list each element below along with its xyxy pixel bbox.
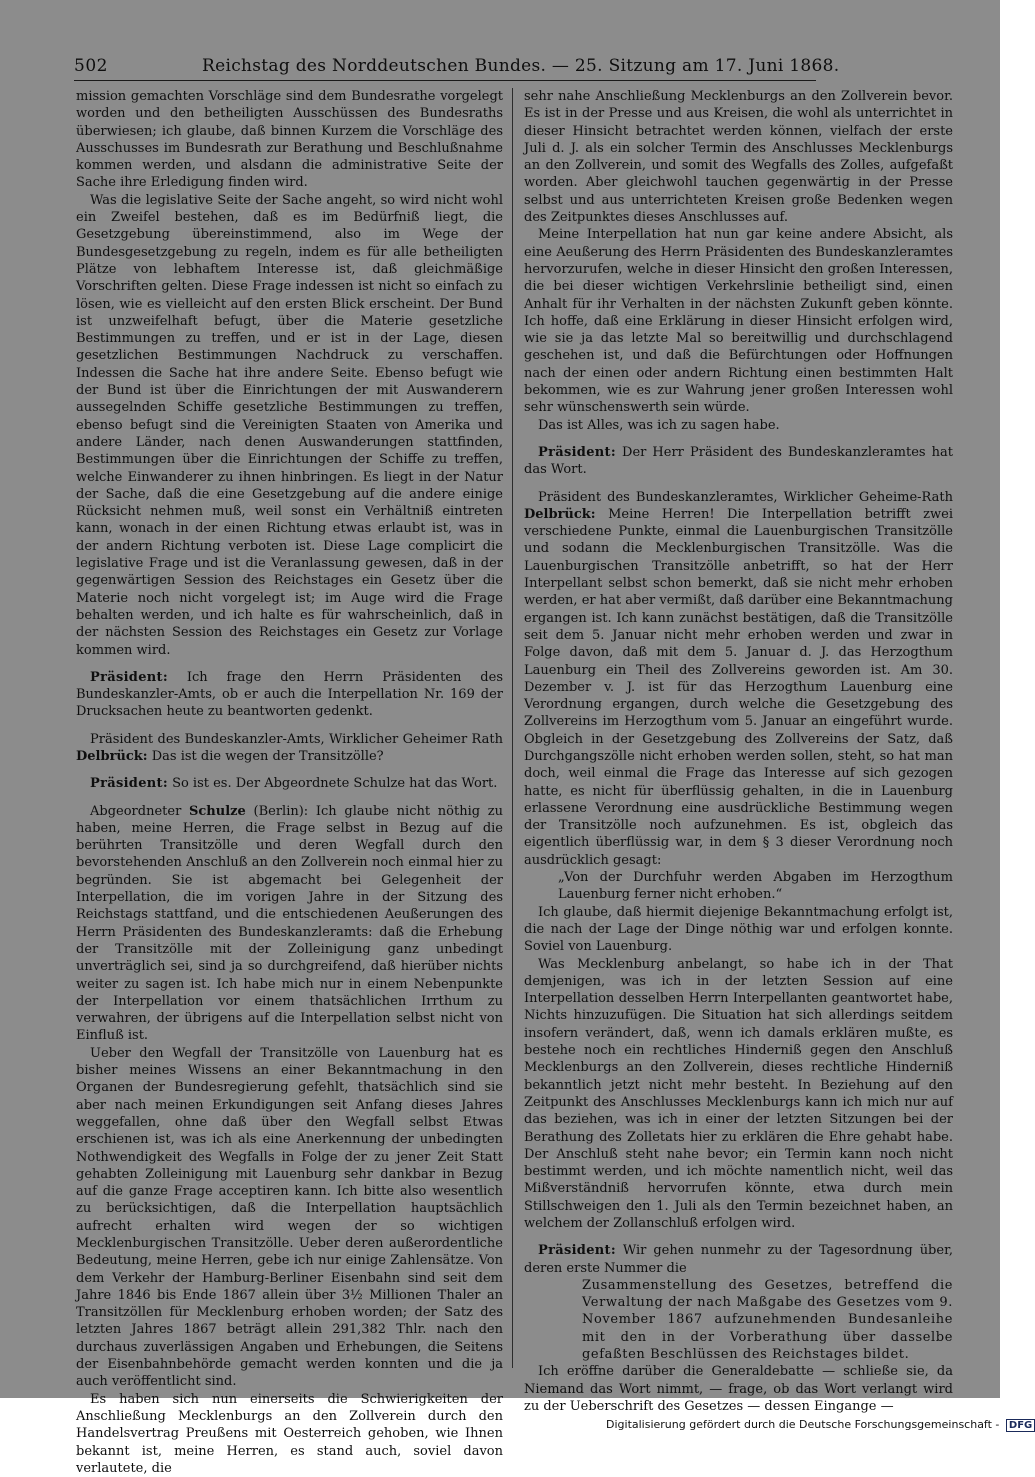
speech-paragraph bbox=[76, 775, 503, 792]
paragraph: Das ist Alles, was ich zu sagen habe. bbox=[538, 417, 780, 433]
right-column bbox=[524, 88, 953, 1415]
speech-text: Der Herr Präsident des Bundeskanzleramtes hat das Wort. bbox=[524, 444, 953, 478]
paragraph: Ich glaube, daß hiermit diejenige Bekanntmachung erfolgt ist, die nach der Lage der Dinge nöthig war und erfolgen konnte. Soviel von Lauenburg. bbox=[524, 904, 953, 955]
paragraph: Ueber den Wegfall der Transitzölle von Lauenburg hat es bisher meines Wissens an einer Bekanntmachung in den Organen der Bundesregierung gefehlt, thatsächlich sind sie aber nach meinen Erkundigungen seit Anfang dieses Jahres weggefallen, ohne daß über den Wegfall selbst Etwas erschienen ist, was ich als eine Anerkennung der unbedingten Nothwendigkeit des Wegfalls in Folge der zu jener Zeit Statt gehabten Zolleinigung mit Lauenburg sehr dankbar in Bezug auf die ganze Frage acceptiren kann. Ich bitte also wesentlich zu berücksichtigen, daß die Interpellation hauptsächlich aufrecht erhalten wird wegen der so wichtigen Mecklenburgischen Transitzölle. Ueber deren außerordentliche Bedeutung, meine Herren, gebe ich nur einige Zahlensätze. Von dem Verkehr der Hamburg-Berliner Eisenbahn sind seit dem Jahre 1846 bis Ende 1867 allein über 3½ Millionen Thaler an Transitzöllen für Mecklenburg erhoben worden; der Satz des letzten Jahres 1867 beträgt allein 291,382 Thlr. nach den durchaus zuverlässigen Angaben und Erhebungen, die Seitens der Eisenbahnbehörde gemacht werden konnten und die ja auch veröffentlicht sind. bbox=[76, 1045, 503, 1390]
credit-text: Digitalisierung gefördert durch die Deutsche Forschungsgemeinschaft - bbox=[606, 1418, 1000, 1431]
speech-text: Das ist die wegen der Transitzölle? bbox=[151, 748, 384, 764]
speech-paragraph bbox=[524, 444, 953, 479]
speech-text: Ich frage den Herrn Präsidenten des Bundeskanzler-Amts, ob er auch die Interpellation Nr. 169 der Drucksachen heute zu beantworten gedenkt. bbox=[76, 669, 503, 720]
speech-text: Wir gehen nunmehr zu der Tagesordnung über, deren erste Nummer die bbox=[524, 1243, 953, 1276]
column-divider bbox=[512, 88, 513, 1368]
speaker-label: Präsident: bbox=[90, 776, 168, 792]
speaker-title: Präsident des Bundeskanzleramtes, Wirklicher Geheime-Rath bbox=[538, 489, 953, 505]
speaker-label: Präsident: bbox=[538, 444, 616, 460]
speaker-label: Delbrück: bbox=[76, 748, 148, 764]
speech-text: Meine Herren! Die Interpellation betrifft zwei verschiedene Punkte, einmal die Lauenburgischen Transitzölle und sodann die Mecklenburgischen Transitzölle. Was die Lauenburgischen Transitzölle anbetrifft, so hat der Herr Interpellant selbst schon bemerkt, daß sie nicht mehr erhoben werden, er hat aber vermißt, daß darüber eine Bekanntmachung ergangen ist. Ich kann zunächst bestätigen, daß die Transitzölle seit dem 5. Januar nicht mehr erhoben werden und zwar in Folge davon, daß mit dem 5. Januar d. J. das Herzogthum Lauenburg ein Theil des Zollvereins geworden ist. Am 30. Dezember v. J. ist für das Herzogthum Lauenburg eine Verordnung ergangen, durch welche die Gesetzgebung des Zollvereins im Herzogthum vom 5. Januar an eingeführt wurde. Obgleich in der Gesetzgebung des Zollvereins der Satz, daß Durchgangszölle nicht erhoben werden sollen, steht, so hat man doch, weil einmal die Frage das Interesse auf sich gezogen hatte, es nicht für überflüssig gehalten, in die in Lauenburg erlassene Verordnung eine ausdrückliche Bestimmung wegen der Transitzölle noch aufzunehmen. Es ist, obgleich das eigentlich überflüssig war, in dem § 3 dieser Verordnung noch ausdrücklich gesagt: bbox=[524, 506, 953, 868]
speaker-label: Delbrück: bbox=[524, 506, 596, 522]
speech-paragraph bbox=[76, 803, 503, 1045]
speech-paragraph bbox=[76, 731, 503, 766]
speech-text: (Berlin): Ich glaube nicht nöthig zu haben, meine Herren, die Frage selbst in Bezug auf die berührten Transitzölle und deren Wegfall durch den bevorstehenden Anschluß an den Zollverein noch einmal hier zu begründen. Sie ist abgemacht bei Gelegenheit der Interpellation, die im vorigen Jahre in der Sitzung des Reichstags stattfand, und die entschiedenen Aeußerungen des Herrn Präsidenten des Bundeskanzleramts: daß die Erhebung der Transitzölle mit der Zolleinigung ganz unbedingt unverträglich sei, sind ja so durchgreifend, daß hierüber nichts weiter zu sagen ist. Ich habe mich nur in einem Nebenpunkte der Interpellation vor einem thatsächlichen Irrthum zu verwahren, der übrigens auf die Interpellation selbst nicht von Einfluß ist. bbox=[76, 803, 503, 1044]
agenda-item: Zusammenstellung des Gesetzes, betreffend die Verwaltung der nach Maßgabe des Gesetzes vom 9. November 1867 aufzunehmenden Bundesanleihe mit den in der Vorberathung über dasselbe gefaßten Beschlüssen des Reichstages bildet. bbox=[582, 1277, 953, 1363]
paragraph: Meine Interpellation hat nun gar keine andere Absicht, als eine Aeußerung des Herrn Präsidenten des Bundeskanzleramtes hervorzurufen, welche in dieser Hinsicht den großen Interessen, die bei dieser wichtigen Verkehrslinie betheiligt sind, einen Anhalt für ihr Verhalten in der nächsten Zukunft geben könnte. Ich hoffe, daß eine Erklärung in dieser Hinsicht erfolgen wird, wie sie ja das letzte Mal so bereitwillig und durchschlagend geschehen ist, und daß die Befürchtungen oder Hoffnungen nach der einen oder andern Richtung einen bestimmten Halt bekommen, wie es zur Wahrung jener großen Interessen wohl sehr wünschenswerth sein würde. bbox=[524, 227, 953, 416]
speech-paragraph bbox=[524, 1242, 953, 1277]
running-title: Reichstag des Norddeutschen Bundes. — 25. Sitzung am 17. Juni 1868. bbox=[202, 56, 840, 76]
left-column bbox=[76, 88, 503, 1477]
paragraph: Ich eröffne darüber die Generaldebatte — schließe sie, da Niemand das Wort nimmt, — frage, ob das Wort verlangt wird zu der Ueberschrift des Gesetzes — dessen Eingange — bbox=[524, 1364, 953, 1414]
speaker-label: Präsident: bbox=[90, 669, 168, 685]
speaker-label: Schulze bbox=[189, 803, 246, 819]
speech-paragraph bbox=[524, 489, 953, 870]
paragraph: Was die legislative Seite der Sache angeht, so wird nicht wohl ein Zweifel bestehen, daß es im Bedürfniß liegt, die Gesetzgebung übereinstimmend, also im Wege der Bundesgesetzgebung zu regeln, indem es für alle betheiligten Plätze von lebhaftem Interesse ist, daß gleichmäßige Vorschriften gelten. Diese Frage indessen ist nicht so einfach zu lösen, wie es vielleicht auf den ersten Blick erscheint. Der Bund ist unzweifelhaft befugt, über die Materie gesetzliche Bestimmungen zu treffen, und er ist in der Lage, diesen gesetzlichen Bestimmungen Nachdruck zu verschaffen. Indessen die Sache hat ihre andere Seite. Ebenso befugt wie der Bund ist über die Einrichtungen der mit Auswanderern aussegelnden Schiffe gesetzliche Bestimmungen zu treffen, ebenso befugt sind die Vereinigten Staaten von Amerika und andere Länder, nach denen Auswanderungen stattfinden, Bestimmungen über die Einrichtungen der Schiffe zu treffen, welche Einwanderer zu ihnen hinbringen. Es liegt in der Natur der Sache, daß die eine Gesetzgebung auf die andere einige Rücksicht nehmen muß, weil sonst ein Verhältniß eintreten kann, wonach in der einen Richtung etwas erlaubt ist, was in der andern Richtung verboten ist. Diese Lage complicirt die legislative Frage und ist die Veranlassung gewesen, daß in der gegenwärtigen Session des Reichstages ein Gesetz über die Materie noch nicht vorgelegt ist; im Auge wird die Frage behalten werden, und ich halte es für wahrscheinlich, daß in der nächsten Session des Reichstages ein Gesetz zur Vorlage kommen wird. bbox=[76, 192, 503, 658]
paragraph: sehr nahe Anschließung Mecklenburgs an den Zollverein bevor. Es ist in der Presse und aus Kreisen, die wohl als unterrichtet in dieser Hinsicht betrachtet werden können, vielfach der erste Juli d. J. als ein solcher Termin des Anschlusses Mecklenburgs an den Zollverein, und somit des Wegfalls des Zolles, aufgefaßt worden. Aber gleichwohl tauchen gegenwärtig in der Presse selbst und aus unterrichteten Kreisen große Bedenken wegen des Zeitpunktes dieses Anschlusses auf. bbox=[524, 89, 953, 226]
speaker-label: Präsident: bbox=[538, 1243, 616, 1259]
speech-text: So ist es. Der Abgeordnete Schulze hat das Wort. bbox=[172, 776, 498, 792]
quotation: „Von der Durchfuhr werden Abgaben im Herzogthum Lauenburg ferner nicht erhoben.“ bbox=[558, 870, 953, 903]
paragraph: Es haben sich nun einerseits die Schwierigkeiten der Anschließung Mecklenburgs an den Zollverein durch den Handelsvertrag Preußens mit Oesterreich gehoben, wie Ihnen bekannt ist, meine Herren, es stand auch, soviel davon verlautete, die bbox=[76, 1391, 503, 1476]
digitization-credit bbox=[606, 1418, 1035, 1432]
page-header bbox=[74, 50, 840, 81]
speaker-title: Präsident des Bundeskanzler-Amts, Wirklicher Geheimer Rath bbox=[90, 731, 503, 747]
paragraph: Was Mecklenburg anbelangt, so habe ich in der That demjenigen, was ich in der letzten Session auf eine Interpellation desselben Herrn Interpellanten geantwortet habe, Nichts hinzuzufügen. Die Situation hat sich allerdings seitdem insofern verändert, daß, wenn ich damals erklären mußte, es bestehe noch ein rechtliches Hinderniß gegen den Anschluß Mecklenburgs an den Zollverein, dieses rechtliche Hinderniß bekanntlich jetzt nicht mehr besteht. In Beziehung auf den Zeitpunkt des Anschlusses Mecklenburgs kann ich mich nur auf das beziehen, was ich in einer der letzten Sitzungen bei der Berathung des Zolletats hier zu erklären die Ehre gehabt habe. Der Anschluß steht nahe bevor; ein Termin kann noch nicht bestimmt werden, und ich möchte namentlich nicht, weil das Mißverständniß hervorrufen könnte, etwa durch mein Stillschweigen den 1. Juli als den Termin bezeichnet haben, an welchem der Zollanschluß erfolgen wird. bbox=[524, 956, 953, 1231]
speaker-title: Abgeordneter bbox=[90, 803, 182, 819]
paragraph: mission gemachten Vorschläge sind dem Bundesrathe vorgelegt worden und den betheiligten Ausschüssen des Bundesraths überwiesen; ich glaube, daß binnen Kurzem die Vorschläge des Ausschusses im Bundesrath zur Berathung und Beschlußnahme kommen werden, und alsdann die administrative Seite der Sache ihre Erledigung finden wird. bbox=[76, 89, 503, 191]
speech-paragraph bbox=[76, 669, 503, 721]
page-number: 502 bbox=[74, 56, 108, 76]
dfg-logo: DFG bbox=[1006, 1419, 1035, 1432]
